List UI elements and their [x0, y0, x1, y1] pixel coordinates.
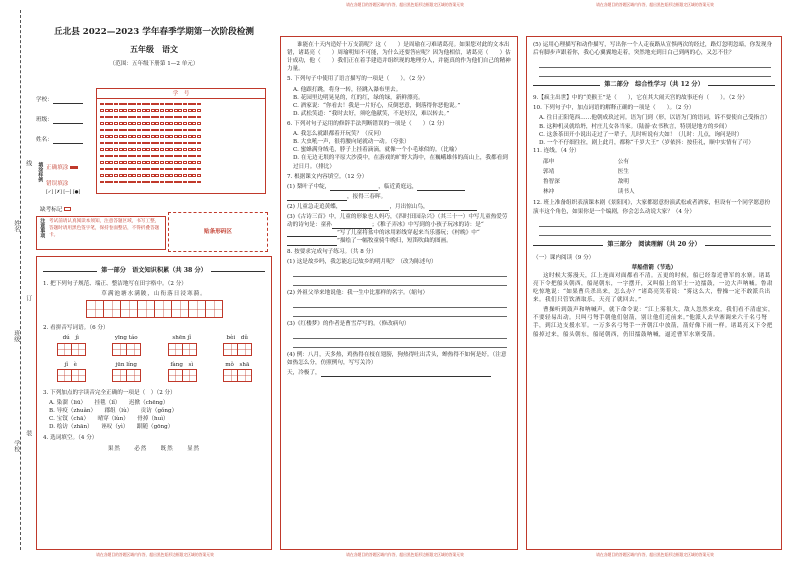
answer-box[interactable]: [71, 343, 86, 356]
q7: 7. 根据课文内容填空。（12 分）: [287, 173, 368, 180]
reading-paragraph-1: 这时候大雾漫天，江上连面对面都看不清。五更的时候，船已经靠近曹军的水寨。诸葛亮下令把船头朝西，船尾朝东，一字摆开，又叫船上的军士一边擂鼓，一边大声呐喊。鲁肃吃惊地说：“如果曹兵杀出来，怎么办？”诸葛亮笑着说：“雾这么大，曹操一定不敢派兵出来。我们只管饮酒取乐，天亮了就回去。”: [533, 272, 773, 304]
margin-ding: 订: [24, 295, 32, 301]
margin-name: 姓名: [12, 220, 20, 232]
q7-1: (1) 梨叶子中绽，: [287, 183, 331, 190]
answer-box[interactable]: [237, 343, 252, 356]
answer-box[interactable]: [168, 369, 183, 382]
binding-margin: [9, 10, 33, 550]
answer-box[interactable]: [126, 369, 141, 382]
match-right[interactable]: 医生: [617, 169, 629, 176]
q3-option-a[interactable]: A. 染溜（liū） 挂毯（lǐ） 迟掀（chēng）: [49, 399, 169, 406]
q12-answer-line[interactable]: [539, 227, 771, 236]
school-field[interactable]: [53, 99, 83, 104]
match-left[interactable]: 郭靖: [543, 169, 555, 176]
id-bubbles[interactable]: [97, 99, 265, 188]
pinyin: dú jì: [62, 335, 79, 342]
q4-words: 果然 必然 既然 显然: [107, 445, 201, 452]
q11-match-table: [539, 157, 639, 197]
answer-box[interactable]: [126, 343, 141, 356]
writing-grid-cell[interactable]: [103, 300, 121, 318]
pinyin-row-1: [43, 334, 265, 358]
class-field[interactable]: [53, 119, 83, 124]
q6-option-d[interactable]: D. 在无边无垠的平原大沙漠中，在游戏的旷野大海中，在巍峨雄伟的高山上，我都看到过日月。（排比）: [293, 155, 508, 170]
column-2-panel: [280, 36, 518, 550]
q8-2-answer-line[interactable]: [293, 308, 507, 317]
missing-mark[interactable]: [40, 206, 71, 214]
q7-2b: ，月出惊山鸟，: [389, 203, 429, 210]
fill-sample: 填涂样例 正确填涂 错误填涂 [✓] [✗] [—] [●]: [37, 162, 81, 195]
match-left[interactable]: 邵申: [543, 158, 555, 165]
match-right[interactable]: 公有: [617, 158, 629, 165]
pinyin: bèi dǔ: [226, 335, 248, 342]
q8-1: (1) 这是故乡吗，我怎能忘记故乡的明月呢？（改为陈述句）: [287, 258, 437, 265]
q5-option-d[interactable]: D. 武松笑道：“我时去好，须吃他献笑，不是好汉，难以转去。”: [293, 110, 450, 117]
answer-blank[interactable]: [417, 186, 465, 191]
answer-blank[interactable]: [287, 196, 347, 201]
barcode-area: 贴条形码区: [168, 212, 268, 252]
pinyin: yīng táo: [114, 335, 138, 342]
wrong-label: 错误填涂: [46, 181, 69, 187]
answer-blank[interactable]: [287, 241, 337, 246]
q3-option-d[interactable]: D. 绘访（zhān） 诬叹（yì） 跟随（gōng）: [49, 424, 174, 431]
q1-grid[interactable]: [43, 300, 265, 321]
q6-option-b[interactable]: B. 大虫吼一声，很将腰向尾就动一动。（夸张）: [293, 139, 410, 146]
answer-box[interactable]: [168, 343, 183, 356]
margin-line: 线: [24, 160, 32, 166]
answer-box[interactable]: [112, 343, 127, 356]
notice-box: [36, 216, 166, 250]
writing-grid-cell[interactable]: [137, 300, 155, 318]
bottom-warning-3: 请在各题目的答题区域内作答，超出黑色矩形边框限定区域的答案无效: [596, 552, 714, 557]
q8-3-answer-line[interactable]: [293, 339, 507, 348]
q8: 8. 按要求完成句子练习。（共 8 分）: [287, 248, 377, 255]
q5: 5. 下列句子中使用了语言描写的一项是（ ）。（2 分）: [287, 76, 429, 83]
q2: 2. 看拼音写词语。（6 分）: [43, 325, 109, 332]
q7-1c: ，报得三春晖。: [347, 193, 387, 200]
answer-box[interactable]: [57, 343, 72, 356]
pinyin: mǒ shā: [225, 361, 250, 368]
margin-school: 学校: [12, 440, 20, 452]
answer-blank[interactable]: [321, 372, 491, 377]
q6-option-c[interactable]: C. 蜜蜂满身绒毛，脖子上挂着滴滴，就像一个小毛球似的。（比喻）: [293, 147, 461, 154]
q10-option-b[interactable]: B. 这种机灵就给坍，村庄儿女各当家。（陆游·农书秋言，特别是地方的乡间）: [539, 123, 731, 130]
pinyin: jūn líng: [115, 361, 137, 368]
answer-box[interactable]: [223, 369, 238, 382]
answer-box[interactable]: [71, 369, 86, 382]
q12: 12. 班上准备组织表演课本剧《景阳冈》，大家都愿意扮演武松或者酒家，但设有一个同学愿意扮演丰这个角色，如果你是一个编剧，你会怎么动说大家？（4 分）: [533, 200, 771, 215]
q3-option-c[interactable]: C. 宝钗（chā） 晴穿（lùn） 骨掉（huì）: [49, 416, 169, 423]
q11: 11. 连线。（4 分）: [533, 147, 580, 154]
margin-class: 班级: [12, 330, 20, 342]
exam-header: [36, 10, 272, 250]
q10-option-d[interactable]: D. 一个不仔细往拉，剧上此月，都称“千岁大王”（岁依抖：按佳礼，顺中实情有了可）: [539, 139, 754, 146]
q6-option-a[interactable]: A. 我怎么就跟都着开玩笑？（反问）: [293, 131, 385, 138]
answer-blank[interactable]: [332, 224, 372, 229]
q8-4: (4) 例：八月，天多热，鸡热得在枝在翅膀，狗热得吐出舌头，蝉热得不如何是好。（注意如热怎么分，仿照例句，写写关冷）: [287, 351, 507, 367]
q8-5-answer-line[interactable]: [539, 68, 771, 77]
q7-1b: ，临近黄庭远，: [378, 183, 418, 190]
q3-option-b[interactable]: B. 导疫（zhuǎn） 郡组（lù） 贡访（gǒng）: [49, 408, 178, 415]
top-warning-2: 请在各题目的答题区域内作答，超出黑色矩形边框限定区域的答案无效: [346, 2, 464, 7]
pinyin: fàng sì: [170, 361, 194, 368]
pinyin: jǐ è: [64, 361, 77, 368]
reading-paragraph-2: 曹操听到鼓声和呐喊声，就下命令说：“江上雾很大，敌人忽然来攻，我们看不清虚实，不要轻易出动。只叫弓弩手朝他们射箭，别让他们近前来。”他派人去旱寨调来六千名弓弩手，到江边支援水军。一万多名弓弩手一齐朝江中放箭，箭好像下雨一样。诸葛亮又下令把船掉过来，船头朝东，船尾朝西，仍旧擂鼓呐喊，逼近曹军水寨受箭。: [533, 307, 775, 338]
q9: 9.【疯主出世】中的“美猴王”是（ ），它在其大闹天宫的故事还有（ ）。（2 分）: [533, 95, 748, 102]
filled-sample-icon: [70, 166, 78, 169]
answer-box[interactable]: [182, 369, 197, 382]
margin-zhuang: 装: [24, 430, 32, 436]
xuehao-label: 学 号: [97, 89, 265, 99]
sample-label: 填涂样例: [37, 162, 44, 182]
q8-2: (2) 外祖父举来地说他：我一生中比那样的名字。（缩句）: [287, 289, 429, 296]
student-id-grid[interactable]: [96, 88, 266, 194]
missing-box[interactable]: [64, 207, 71, 211]
answer-blank[interactable]: [341, 206, 389, 211]
q5-option-a[interactable]: A. 他跟打跳，将身一转，径跳入瀑布里去。: [293, 86, 402, 93]
writing-grid-cell[interactable]: [120, 300, 138, 318]
q8-4b: 天，冷极了，: [287, 370, 321, 377]
part1-panel: [36, 256, 272, 550]
q8-5-answer-line[interactable]: [539, 59, 771, 68]
top-warning-3: 请在各题目的答题区域内作答，超出黑色矩形边框限定区域的答案无效: [596, 2, 714, 7]
match-right[interactable]: 读书人: [617, 189, 635, 196]
q1: 1. 把下列句子规范、端正、整洁地写在田字格中。（2 分）: [43, 280, 187, 287]
name-label: 姓名：: [36, 137, 53, 144]
q12-answer-line[interactable]: [539, 218, 771, 227]
notice-text: 考试前请认真阅读本须知，注意答题区域，书写工整，答题时请用黑色签字笔，保持卷面整洁，不得折叠答题卡。: [49, 219, 160, 238]
answer-box[interactable]: [237, 369, 252, 382]
q7-3c: ”写了儿童将盆中的冰用彩线穿起来当乐器玩；《村晚》中“: [337, 230, 480, 237]
q1-text: 草满池塘水满陂，山衔落日浸寒漪。: [101, 291, 207, 298]
notice-label: 注意事项: [39, 218, 46, 238]
class-label: 班级：: [36, 117, 53, 124]
reading-heading: 草船借箭（节选）: [631, 264, 677, 271]
q8-1-answer-line[interactable]: [293, 268, 507, 277]
q7-2: (2) 儿童急走追黄蝶，: [287, 203, 342, 210]
writing-grid-cell[interactable]: [188, 300, 206, 318]
match-left[interactable]: 林冲: [543, 189, 555, 196]
writing-grid-cell[interactable]: [205, 300, 223, 318]
q8-1-answer-line[interactable]: [293, 277, 507, 286]
writing-grid-cell[interactable]: [171, 300, 189, 318]
q8-3-answer-line[interactable]: [293, 330, 507, 339]
answer-box[interactable]: [182, 343, 197, 356]
q7-3d: ”描绘了一幅牧童骑牛晚归，短笛吹曲的图画。: [337, 238, 452, 245]
exam-scope: （范围：五年级下册第 1—2 单元）: [109, 61, 199, 68]
match-right[interactable]: 敌明: [617, 179, 629, 186]
answer-box[interactable]: [223, 343, 238, 356]
pinyin: shēn jǐ: [172, 335, 192, 342]
missing-label: 缺考标记: [40, 207, 63, 213]
q4-passage: 谁能在十天内造好十万支箭呢？这（ ）是周瑜在刁难诸葛亮。如果您对此的文本出错，诸葛亮（ ）周瑜明知不可能，为什么还要答应呢？因为他相信，诸葛亮（ ）估计成功，他（ ）我们正在着手建造并组织现的地理分人，并能真的作为他们自己的精神力量。: [287, 42, 511, 73]
student-info: [36, 96, 98, 144]
reading-title: （一）课内阅读（9 分）: [533, 254, 595, 261]
q8-5: (5) 运用心理描写和动作描写，写出你一个人走夜路从宣惧两次的经过，路灯忽明忽暗，你发现身后有脚步声跟着你，我心心翼翼地走着，突然地充到日白己到两的心，又怎不住？: [533, 42, 773, 57]
part3-heading: 第三部分 阅读理解（共 20 分）: [607, 240, 701, 248]
q8-2-answer-line[interactable]: [293, 299, 507, 308]
answer-box[interactable]: [57, 369, 72, 382]
q5-option-b[interactable]: B. 花园里边明晃晃的，红的红，绿的绿，新鲜漂亮。: [293, 94, 424, 101]
match-left[interactable]: 鲁智深: [543, 179, 560, 186]
q6: 6. 下列对句子运用的修辞手法判断错误的一项是（ ）（2 分）: [287, 120, 448, 127]
q3: 3. 下列加点的字读音完全正确的一项是（ ）（2 分）: [43, 389, 176, 396]
bottom-warning-2: 请在各题目的答题区域内作答，超出黑色矩形边框限定区域的答案无效: [346, 552, 464, 557]
answer-blank[interactable]: [429, 206, 477, 211]
pinyin-row-2: [43, 361, 265, 385]
writing-grid-cell[interactable]: [154, 300, 172, 318]
q5-option-c[interactable]: C. 酒家说：“你看去！我是一片好心，反倒恶意，倒落得你恶他说。”: [293, 102, 461, 109]
answer-blank[interactable]: [287, 232, 337, 237]
q10-option-c[interactable]: C. 这条茶田开小说出走过了一辈子，儿时听说有大如！（儿时：儿点，询问是时）: [539, 131, 743, 138]
q7-3: (3)《古诗三首》中，儿童的形象也人妈巧，《四时田园杂兴》（其三十一）中写儿童热爱劳动的诗句是：童孙: [287, 214, 508, 229]
name-field[interactable]: [53, 139, 83, 144]
column-3-panel: [526, 36, 782, 550]
writing-grid-cell[interactable]: [86, 300, 104, 318]
exam-title: 丘北县 2022—2023 学年春季学期第一次阶段检测: [54, 27, 254, 37]
school-label: 学校：: [36, 97, 53, 103]
q4: 4. 选词填空。（4 分）: [43, 435, 98, 442]
bottom-warning-1: 请在各题目的答题区域内作答，超出黑色矩形边框限定区域的答案无效: [96, 552, 214, 557]
q10: 10. 下列句子中，加点词语的解释正确的一项是（ ）。（2 分）: [533, 105, 695, 112]
correct-label: 正确填涂: [46, 165, 69, 171]
q10-option-a[interactable]: A. 往日正阳笔西……他朝成玖过河。语为门到（形，以语为门的语词，诉不要使自己受指言）: [539, 115, 771, 122]
grade-subject: 五年级 语文: [130, 44, 178, 55]
answer-blank[interactable]: [330, 186, 378, 191]
q8-3: (3)《红楼梦》的作者是曹雪芹写的。（修改病句）: [287, 320, 410, 327]
part2-heading: 第二部分 综合性学习（共 12 分）: [604, 81, 704, 89]
q7-3b: ；《稚子弄冰》中写到的小孩子玩冰的诗：是“: [371, 222, 484, 229]
answer-box[interactable]: [112, 369, 127, 382]
part1-heading: 第一部分 语文知识积累（共 38 分）: [101, 267, 207, 274]
